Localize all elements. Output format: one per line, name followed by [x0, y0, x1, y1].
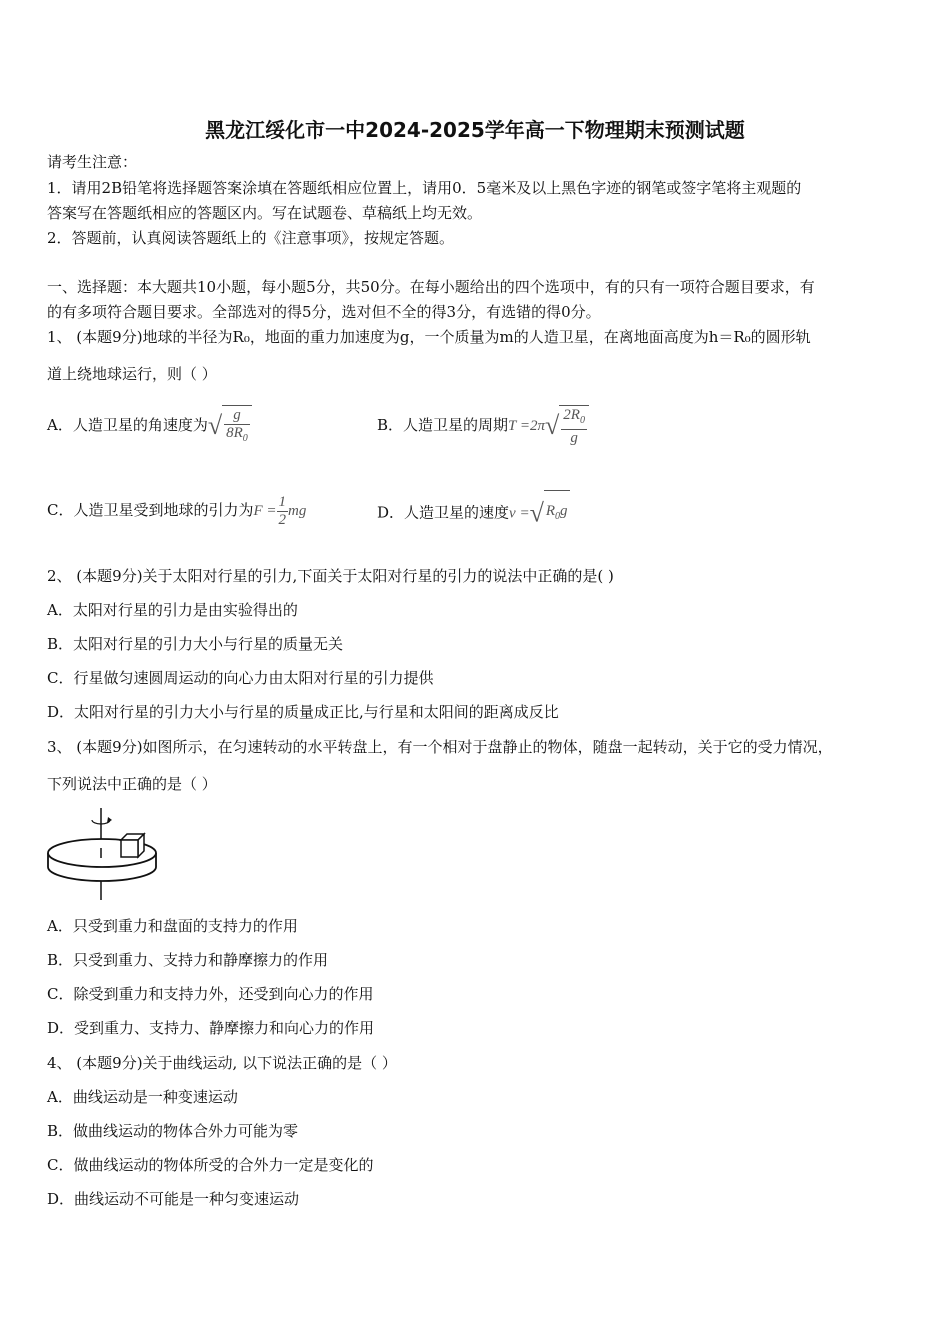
q1-stem-1: 1、 (本题9分)地球的半径为R₀，地面的重力加速度为g，一个质量为m的人造卫星，在离地面高度为h＝R₀的圆形轨 — [47, 328, 811, 346]
q4-option-d: D．曲线运动不可能是一种匀变速运动 — [47, 1190, 300, 1208]
q1-a-numerator: g — [233, 406, 241, 423]
q1-b-prefix: T =2π — [508, 418, 545, 434]
q1-option-a-formula: √ $\frac{g}{8R_0}$ — [208, 405, 252, 447]
q1-d-prefix: v = — [509, 505, 530, 522]
q3-option-b: B．只受到重力、支持力和静摩擦力的作用 — [47, 951, 329, 969]
notice-line-1b: 答案写在答题纸相应的答题区内。写在试题卷、草稿纸上均无效。 — [47, 204, 483, 222]
q3-option-d: D．受到重力、支持力、静摩擦力和向心力的作用 — [47, 1019, 375, 1037]
q1-option-b — [377, 405, 589, 447]
q1-c-suffix: mg — [288, 503, 307, 519]
q3-option-a: A．只受到重力和盘面的支持力的作用 — [47, 917, 298, 935]
q1-stem-2: 道上绕地球运行，则（ ） — [47, 365, 217, 383]
q4-option-c: C．做曲线运动的物体所受的合外力一定是变化的 — [47, 1156, 374, 1174]
q1-c-numerator: 1 — [278, 493, 287, 510]
q2-option-a: A．太阳对行星的引力是由实验得出的 — [47, 601, 298, 619]
q1-b-subscript: 0 — [579, 414, 585, 426]
q1-option-d — [377, 490, 570, 537]
q1-b-denominator: g — [561, 429, 587, 447]
q1-a-subscript: 0 — [242, 432, 248, 444]
q2-option-b: B．太阳对行星的引力大小与行星的质量无关 — [47, 635, 344, 653]
q1-d-radicand: R — [545, 503, 556, 519]
q1-option-c-text: C．人造卫星受到地球的引力为 — [47, 501, 254, 519]
q4-option-a: A．曲线运动是一种变速运动 — [47, 1088, 238, 1106]
q1-b-numerator: 2R — [563, 406, 580, 423]
notice-heading: 请考生注意： — [47, 153, 138, 171]
q1-c-fraction — [277, 494, 289, 529]
q1-option-d-text: D．人造卫星的速度 — [377, 503, 510, 522]
q1-d-suffix: g — [560, 503, 568, 519]
q3-stem-1: 3、 (本题9分)如图所示，在匀速转动的水平转盘上，有一个相对于盘静止的物体，随盘一起转动，关于它的受力情况， — [47, 738, 833, 756]
q1-option-a-text: A．人造卫星的角速度为 — [47, 416, 208, 434]
q4-stem: 4、 (本题9分)关于曲线运动, 以下说法正确的是（ ） — [47, 1054, 397, 1072]
q1-c-denominator: 2 — [278, 511, 287, 528]
notice-line-2: 2．答题前，认真阅读答题纸上的《注意事项》，按规定答题。 — [47, 229, 455, 247]
q3-stem-2: 下列说法中正确的是（ ） — [47, 775, 217, 793]
q3-option-c: C．除受到重力和支持力外，还受到向心力的作用 — [47, 985, 374, 1003]
q4-option-b: B．做曲线运动的物体合外力可能为零 — [47, 1122, 299, 1140]
rotating-disk-diagram — [44, 806, 164, 901]
section-intro-1: 一、选择题：本大题共10小题，每小题5分，共50分。在每小题给出的四个选项中，有的只有一项符合题目要求，有 — [47, 278, 815, 296]
section-intro-2: 的有多项符合题目要求。全部选对的得5分，选对但不全的得3分，有选错的得0分。 — [47, 303, 601, 321]
q1-c-prefix: F = — [253, 503, 277, 519]
notice-line-1a: 1．请用2B铅笔将选择题答案涂填在答题纸相应位置上，请用0．5毫米及以上黑色字迹的钢笔或签字笔将主观题的 — [47, 179, 802, 197]
q2-option-d: D．太阳对行星的引力大小与行星的质量成正比,与行星和太阳间的距离成反比 — [47, 703, 559, 721]
block-object — [121, 834, 144, 857]
q1-option-c — [47, 490, 306, 531]
q1-option-b-text: B．人造卫星的周期 — [377, 416, 509, 434]
page-title: 黑龙江绥化市一中2024-2025学年高一下物理期末预测试题 — [205, 118, 745, 142]
q1-option-a — [47, 405, 252, 447]
q1-d-subscript: 0 — [555, 511, 561, 522]
q2-option-c: C．行星做匀速圆周运动的向心力由太阳对行星的引力提供 — [47, 669, 434, 687]
q1-option-b-formula: √ $\frac{2R_0}{g}$ — [545, 405, 589, 447]
q1-a-denominator: 8R — [226, 424, 243, 441]
q2-stem: 2、 (本题9分)关于太阳对行星的引力,下面关于太阳对行星的引力的说法中正确的是( ) — [47, 567, 614, 585]
q1-option-d-formula: √ $R_0g$ — [530, 490, 570, 537]
